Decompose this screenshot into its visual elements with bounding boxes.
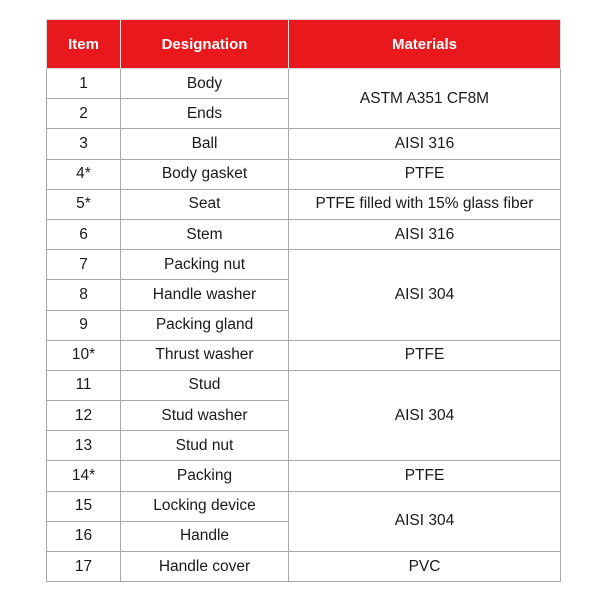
table-row xyxy=(47,491,561,521)
table-row xyxy=(47,461,561,491)
header-item: Item xyxy=(47,20,121,69)
material-cell: AISI 316 xyxy=(289,129,561,159)
designation-cell: Thrust washer xyxy=(121,340,289,370)
material-cell: AISI 304 xyxy=(289,491,561,551)
designation-cell: Stem xyxy=(121,219,289,249)
item-cell: 10* xyxy=(47,340,121,370)
designation-cell: Packing gland xyxy=(121,310,289,340)
designation-cell: Packing xyxy=(121,461,289,491)
table-row xyxy=(47,159,561,189)
table-row xyxy=(47,219,561,249)
table-row xyxy=(47,189,561,219)
table-row xyxy=(47,129,561,159)
designation-cell: Body xyxy=(121,69,289,99)
header-row xyxy=(47,20,561,69)
material-cell: PTFE xyxy=(289,340,561,370)
material-cell: PVC xyxy=(289,552,561,582)
item-cell: 16 xyxy=(47,521,121,551)
designation-cell: Handle xyxy=(121,521,289,551)
table-row xyxy=(47,370,561,400)
designation-cell: Handle cover xyxy=(121,552,289,582)
item-cell: 13 xyxy=(47,431,121,461)
designation-cell: Ball xyxy=(121,129,289,159)
designation-cell: Stud nut xyxy=(121,431,289,461)
designation-cell: Locking device xyxy=(121,491,289,521)
material-cell: PTFE filled with 15% glass fiber xyxy=(289,189,561,219)
item-cell: 4* xyxy=(47,159,121,189)
designation-cell: Ends xyxy=(121,99,289,129)
material-cell: PTFE xyxy=(289,461,561,491)
table-row xyxy=(47,69,561,99)
header-designation: Designation xyxy=(121,20,289,69)
designation-cell: Seat xyxy=(121,189,289,219)
designation-cell: Body gasket xyxy=(121,159,289,189)
designation-cell: Packing nut xyxy=(121,250,289,280)
item-cell: 6 xyxy=(47,219,121,249)
designation-cell: Stud xyxy=(121,370,289,400)
item-cell: 2 xyxy=(47,99,121,129)
item-cell: 12 xyxy=(47,401,121,431)
item-cell: 11 xyxy=(47,370,121,400)
material-cell: AISI 304 xyxy=(289,370,561,461)
header-materials: Materials xyxy=(289,20,561,69)
table-row xyxy=(47,340,561,370)
designation-cell: Stud washer xyxy=(121,401,289,431)
material-cell: ASTM A351 CF8M xyxy=(289,69,561,129)
material-cell: AISI 304 xyxy=(289,250,561,341)
item-cell: 14* xyxy=(47,461,121,491)
table-row xyxy=(47,552,561,582)
item-cell: 8 xyxy=(47,280,121,310)
item-cell: 3 xyxy=(47,129,121,159)
item-cell: 5* xyxy=(47,189,121,219)
item-cell: 1 xyxy=(47,69,121,99)
item-cell: 9 xyxy=(47,310,121,340)
item-cell: 17 xyxy=(47,552,121,582)
material-cell: PTFE xyxy=(289,159,561,189)
table-row xyxy=(47,250,561,280)
designation-cell: Handle washer xyxy=(121,280,289,310)
materials-table xyxy=(46,19,561,582)
material-cell: AISI 316 xyxy=(289,219,561,249)
item-cell: 15 xyxy=(47,491,121,521)
item-cell: 7 xyxy=(47,250,121,280)
